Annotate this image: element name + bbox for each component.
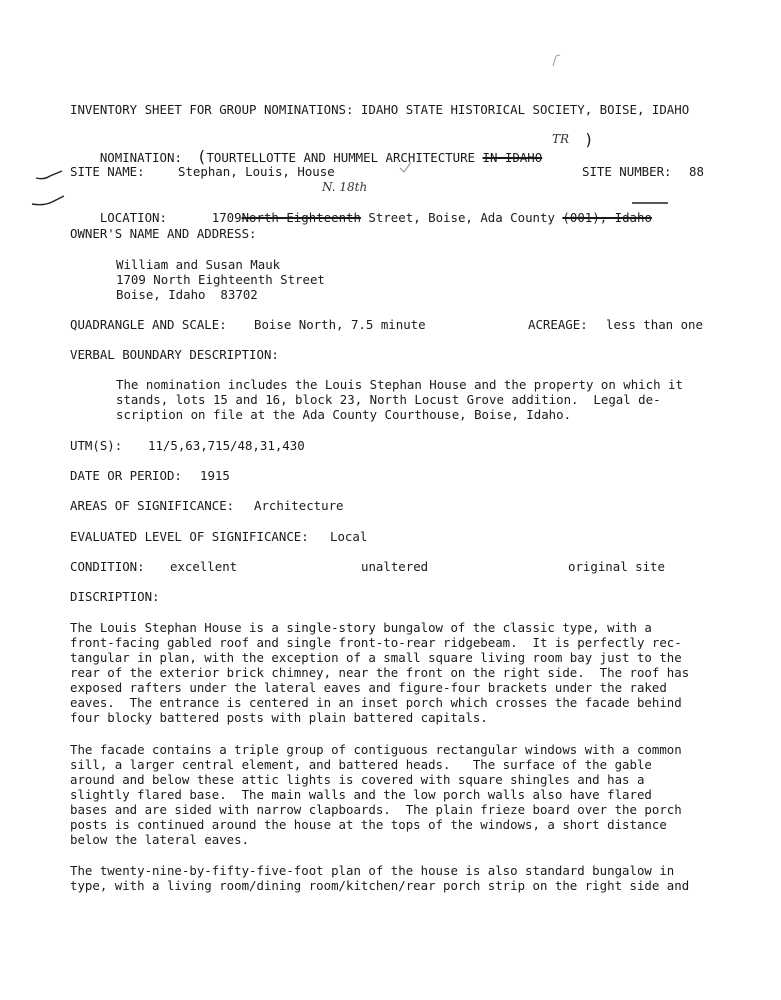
condition-original-site: original site (568, 559, 665, 574)
description-line: eaves. The entrance is centered in an inset porch which crosses the facade behind (70, 695, 682, 710)
description-line: posts is continued around the house at the tops of the windows, a short distance (70, 817, 667, 832)
acreage-label: ACREAGE: (528, 317, 588, 332)
description-label: DISCRIPTION: (70, 589, 160, 604)
boundary-line: stands, lots 15 and 16, block 23, North Locust Grove addition. Legal de- (116, 392, 661, 407)
nomination-value: TOURTELLOTTE AND HUMMEL ARCHITECTURE (206, 150, 476, 165)
owner-line-3: Boise, Idaho 83702 (116, 287, 258, 302)
utm-label: UTM(S): (70, 438, 123, 453)
description-line: slightly flared base. The main walls and the low porch walls also have flared (70, 787, 652, 802)
location-struck-street: North Eighteenth (241, 210, 361, 225)
description-line: The facade contains a triple group of contiguous rectangular windows with a common (70, 742, 682, 757)
location-struck-tail: (001), Idaho (562, 210, 652, 225)
utm-value: 11/5,63,715/48,31,430 (148, 438, 305, 453)
areas-value: Architecture (254, 498, 344, 513)
owner-label: OWNER'S NAME AND ADDRESS: (70, 226, 257, 241)
site-name-label: SITE NAME: (70, 164, 145, 179)
level-label: EVALUATED LEVEL OF SIGNIFICANCE: (70, 529, 309, 544)
quadrangle-value: Boise North, 7.5 minute (254, 317, 426, 332)
description-line: sill, a larger central element, and battered heads. The surface of the gable (70, 757, 652, 772)
description-line: type, with a living room/dining room/kitchen/rear porch strip on the right side and (70, 878, 690, 893)
paren-close: ) (584, 130, 594, 149)
paren-open: ( (196, 147, 207, 166)
site-name-value: Stephan, Louis, House (178, 164, 335, 179)
acreage-value: less than one (606, 317, 703, 332)
description-line: four blocky battered posts with plain battered capitals. (70, 710, 488, 725)
location-street-word: Street (368, 210, 414, 225)
boundary-label: VERBAL BOUNDARY DESCRIPTION: (70, 347, 279, 362)
level-value: Local (330, 529, 368, 544)
description-line: front-facing gabled roof and single front-to-rear ridgebeam. It is perfectly rec- (70, 635, 682, 650)
boundary-line: scription on file at the Ada County Courthouse, Boise, Idaho. (116, 407, 572, 422)
condition-unaltered: unaltered (361, 559, 429, 574)
check-mark-location (30, 194, 66, 208)
description-line: tangular in plan, with the exception of a small square living room bay just to the (70, 650, 682, 665)
areas-label: AREAS OF SIGNIFICANCE: (70, 498, 235, 513)
boundary-line: The nomination includes the Louis Stephan House and the property on which it (116, 377, 683, 392)
location-label: LOCATION: (99, 210, 167, 225)
owner-line-1: William and Susan Mauk (116, 257, 281, 272)
nomination-struck-text: IN IDAHO (482, 150, 543, 165)
quadrangle-label: QUADRANGLE AND SCALE: (70, 317, 227, 332)
nomination-label: NOMINATION: (99, 150, 182, 165)
condition-excellent: excellent (170, 559, 238, 574)
boundary-text (116, 377, 710, 422)
date-label: DATE OR PERIOD: (70, 468, 182, 483)
description-paragraph-1 (70, 620, 710, 725)
location-rest: , Boise, Ada County (413, 210, 555, 225)
nomination-hand-note: TR (552, 132, 570, 146)
description-line: The twenty-nine-by-fifty-five-foot plan of the house is also standard bungalow in (70, 863, 675, 878)
description-paragraph-3 (70, 863, 710, 893)
site-number-label: SITE NUMBER: (582, 164, 672, 179)
location-number: 1709 (211, 210, 242, 225)
stray-pen-mark (550, 52, 562, 68)
description-line: bases and are sided with narrow clapboards. The plain frieze board over the porch (70, 802, 682, 817)
sheet-title: INVENTORY SHEET FOR GROUP NOMINATIONS: IDAHO STATE HISTORICAL SOCIETY, BOISE, IDAHO (70, 102, 690, 117)
owner-line-2: 1709 North Eighteenth Street (116, 272, 325, 287)
date-value: 1915 (200, 468, 230, 483)
description-line: exposed rafters under the lateral eaves and figure-four brackets under the raked (70, 680, 667, 695)
check-mark-site-name (34, 168, 64, 182)
description-line: around and below these attic lights is covered with square shingles and has a (70, 772, 645, 787)
description-line: below the lateral eaves. (70, 832, 250, 847)
condition-label: CONDITION: (70, 559, 145, 574)
description-line: rear of the exterior brick chimney, near the front on the right side. The roof has (70, 665, 690, 680)
location-hand-insert: N. 18th (322, 180, 368, 194)
location-strike-tail-extension (632, 199, 672, 207)
description-paragraph-2 (70, 742, 710, 847)
tick-mark-site-name (398, 160, 414, 174)
description-line: The Louis Stephan House is a single-story bungalow of the classic type, with a (70, 620, 652, 635)
site-number-value: 88 (689, 164, 704, 179)
